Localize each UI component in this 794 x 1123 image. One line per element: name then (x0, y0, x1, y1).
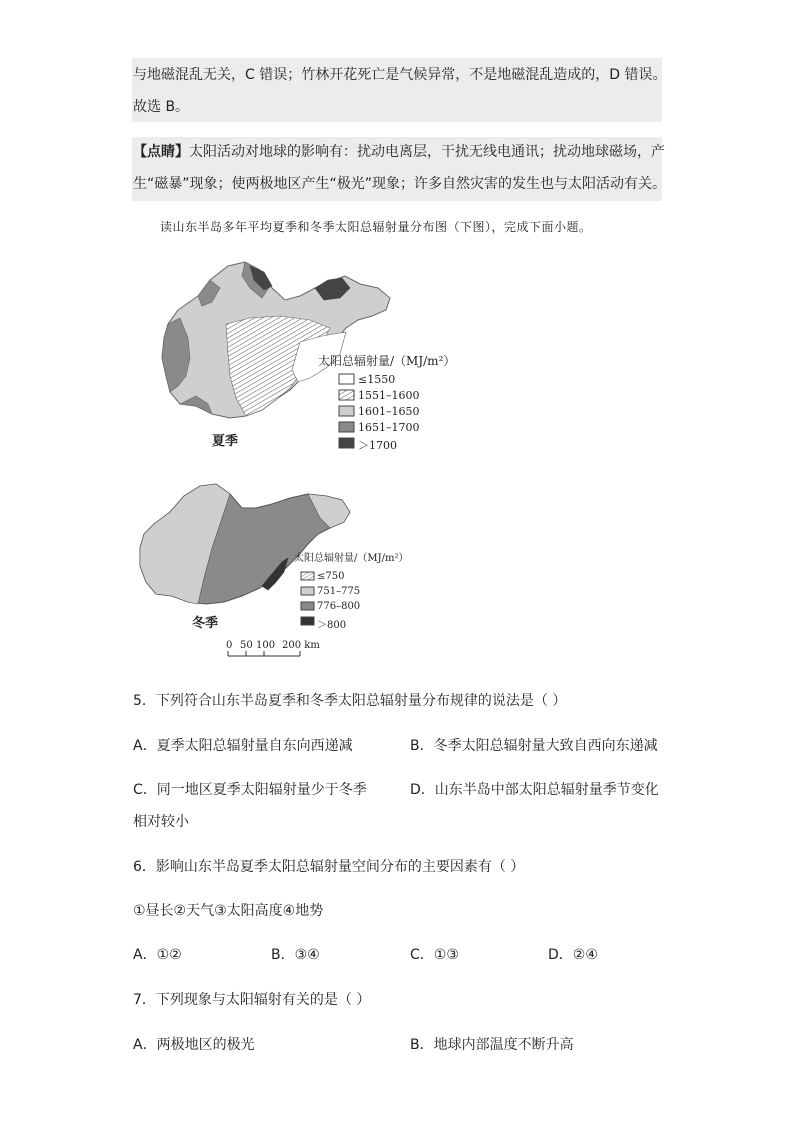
winter-legend-title: 太阳总辐射量/（MJ/m²） (294, 553, 409, 564)
q7-option-a[interactable]: A．两极地区的极光 (133, 1037, 255, 1053)
tip-line-2: 生“磁暴”现象；使两极地区产生“极光”现象；许多自然灾害的发生也与太阳活动有关。 (133, 176, 667, 192)
winter-legend-1: ≤750 (317, 571, 345, 582)
q5-option-a[interactable]: A．夏季太阳总辐射量自东向西递减 (133, 738, 353, 754)
summer-legend-2: 1551–1600 (358, 389, 420, 402)
q6-option-a[interactable]: A．①② (133, 947, 182, 963)
winter-legend-2: 751–775 (317, 586, 361, 597)
q6-option-b[interactable]: B．③④ (271, 947, 320, 963)
map-intro: 读山东半岛多年平均夏季和冬季太阳总辐射量分布图（下图），完成下面小题。 (160, 220, 592, 234)
summer-legend-swatches (338, 372, 356, 452)
scale-0: 0 (226, 640, 233, 651)
summer-legend-title: 太阳总辐射量/（MJ/m²） (318, 354, 456, 368)
q7-option-b[interactable]: B．地球内部温度不断升高 (410, 1037, 574, 1053)
summer-legend-1: ≤1550 (358, 373, 396, 386)
tip-label: 【点睛】 (133, 144, 189, 160)
scale-200: 200 km (282, 640, 320, 651)
q5-option-c[interactable]: C．同一地区夏季太阳辐射量少于冬季 (133, 782, 367, 798)
scale-100: 100 (256, 640, 276, 651)
winter-label: 冬季 (192, 616, 219, 631)
q6-stem: 6．影响山东半岛夏季太阳总辐射量空间分布的主要因素有（ ） (133, 859, 525, 875)
explanation-line-2: 故选 B。 (133, 99, 190, 115)
explanation-line-1: 与地磁混乱无关，C 错误；竹林开花死亡是气候异常，不是地磁混乱造成的，D 错误。 (133, 67, 667, 83)
summer-label: 夏季 (212, 434, 239, 449)
q5-stem: 5．下列符合山东半岛夏季和冬季太阳总辐射量分布规律的说法是（ ） (133, 693, 567, 709)
q5-option-d[interactable]: D．山东半岛中部太阳总辐射量季节变化 (410, 782, 659, 798)
q6-option-d[interactable]: D．②④ (548, 947, 598, 963)
winter-legend-swatches (300, 570, 316, 630)
winter-legend-3: 776–800 (317, 601, 361, 612)
q7-stem: 7．下列现象与太阳辐射有关的是（ ） (133, 992, 371, 1008)
q6-factors: ①昼长②天气③太阳高度④地势 (133, 903, 324, 919)
q6-option-c[interactable]: C．①③ (410, 947, 459, 963)
tip-line-1 (133, 142, 665, 162)
tip-text-1: 太阳活动对地球的影响有：扰动电离层，干扰无线电通讯；扰动地球磁场，产 (189, 144, 665, 160)
summer-legend-3: 1601–1650 (358, 405, 420, 418)
winter-map (132, 478, 362, 618)
summer-legend-4: 1651–1700 (358, 421, 420, 434)
scale-50: 50 (240, 640, 253, 651)
summer-legend-5: ＞1700 (358, 439, 397, 452)
q5-option-d-cont: 相对较小 (133, 814, 189, 830)
q5-option-b[interactable]: B．冬季太阳总辐射量大致自西向东递减 (410, 738, 658, 754)
winter-legend-4: ＞800 (317, 620, 347, 631)
